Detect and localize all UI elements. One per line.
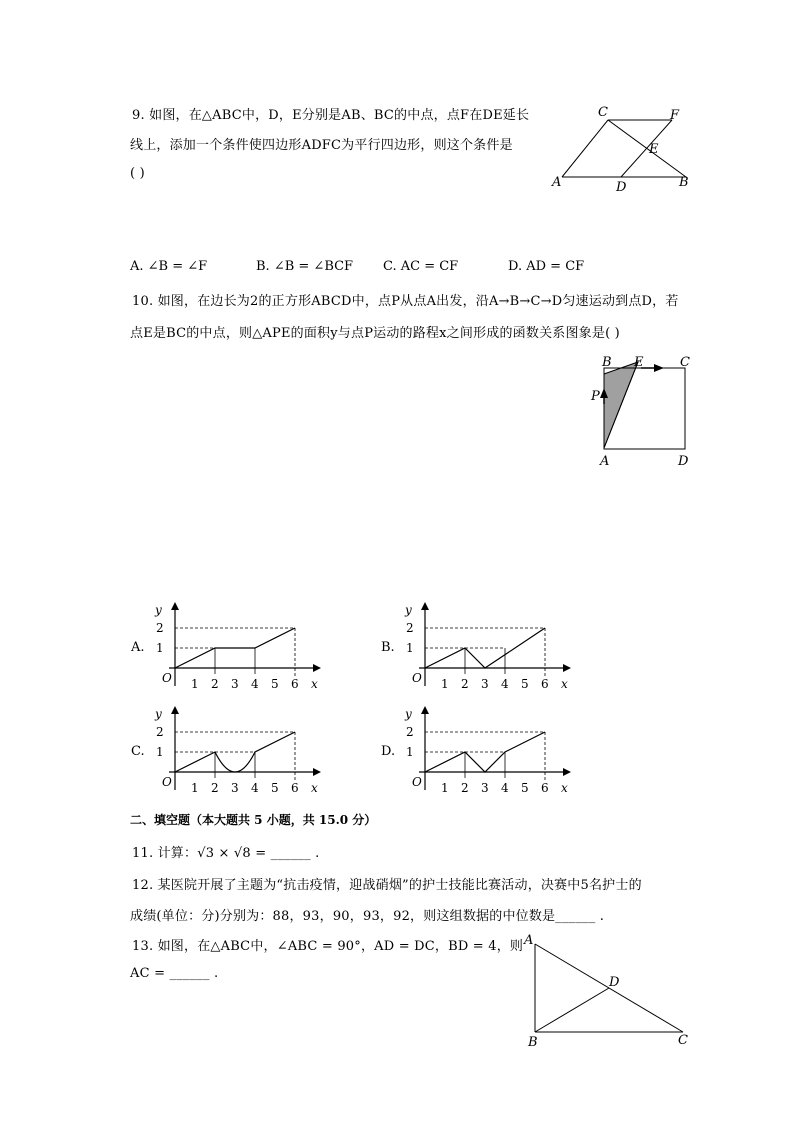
x-axis-label: x [561,781,568,795]
y-tick-1: 1 [406,745,414,759]
x-tick-5: 5 [521,781,529,795]
q10-graph-d [398,704,578,796]
x-axis-arrow [313,664,321,672]
y-axis-arrow [171,706,179,714]
q9-option-c: C. AC = CF [383,259,459,274]
x-tick-2: 2 [211,781,219,795]
y-tick-1: 1 [156,641,164,655]
q9-label-a: A [552,175,562,190]
q13-label-b: B [528,1035,538,1050]
q9-line3: ( ) [130,166,145,181]
y-tick-2: 2 [156,725,164,739]
x-tick-3: 3 [481,781,489,795]
q12-line2: 成绩(单位：分)分别为：88，93，90，93，92，则这组数据的中位数是______ . [130,909,605,924]
q10-line1: 10. 如图，在边长为2的正方形ABCD中，点P从点A出发，沿A→B→C→D匀速运动到点D，若 [132,294,679,309]
x-axis-label: x [311,781,318,795]
q13-figure [518,932,698,1050]
x-tick-1: 1 [191,677,199,691]
origin-label: O [162,671,172,685]
x-axis-arrow [563,664,571,672]
q9-label-c: C [598,105,608,120]
q9-option-a: A. ∠B = ∠F [130,259,208,274]
y-tick-2: 2 [406,621,414,635]
x-tick-3: 3 [231,677,239,691]
y-axis-arrow [171,602,179,610]
q10-label-d: D [678,454,689,469]
q10-graph-d-letter: D. [381,744,396,759]
q9-label-e: E [649,142,659,157]
x-tick-3: 3 [231,781,239,795]
x-tick-1: 1 [441,781,449,795]
origin-label: O [162,775,172,789]
q9-label-d: D [616,180,627,194]
x-tick-2: 2 [461,677,469,691]
y-tick-2: 2 [406,725,414,739]
q10-graph-c-letter: C. [131,744,145,759]
y-tick-1: 1 [156,745,164,759]
q9-figure [548,102,698,194]
q10-label-c: C [680,355,690,370]
y-tick-2: 2 [156,621,164,635]
x-tick-3: 3 [481,677,489,691]
q10-label-p: P [591,389,600,404]
x-tick-4: 4 [251,677,259,691]
q10-label-a: A [600,454,610,469]
q13-label-d: D [609,975,620,990]
y-axis-label: y [405,603,412,617]
q9-line1: 9. 如图，在△ABC中，D，E分别是AB、BC的中点，点F在DE延长 [132,108,530,123]
x-axis-label: x [311,677,318,691]
q10-line2: 点E是BC的中点，则△APE的面积y与点P运动的路程x之间形成的函数关系图象是( ) [130,326,620,341]
origin-label: O [412,775,422,789]
x-tick-4: 4 [501,781,509,795]
q13-label-c: C [678,1033,688,1048]
q11-text: 11. 计算：√3 × √8 = ______ . [132,846,320,861]
q10-square-figure [586,352,696,472]
y-axis-label: y [155,707,162,721]
x-tick-1: 1 [441,677,449,691]
q9-label-b: B [679,175,689,190]
x-tick-5: 5 [271,677,279,691]
origin-label: O [412,671,422,685]
section-2-heading: 二、填空题（本大题共 5 小题，共 15.0 分） [130,813,377,827]
q10-graph-a-letter: A. [131,640,145,655]
x-tick-6: 6 [291,677,299,691]
y-axis-label: y [155,603,162,617]
q13-line2: AC = ______ . [130,966,219,981]
x-tick-4: 4 [501,677,509,691]
x-tick-6: 6 [291,781,299,795]
q9-option-b: B. ∠B = ∠BCF [256,259,354,274]
q9-line2: 线上，添加一个条件使四边形ADFC为平行四边形，则这个条件是 [130,138,513,153]
q9-option-d: D. AD = CF [508,259,585,274]
q10-graph-a [148,600,328,692]
q10-label-b: B [602,355,612,370]
x-tick-5: 5 [521,677,529,691]
x-tick-5: 5 [271,781,279,795]
q13-line1: 13. 如图，在△ABC中，∠ABC = 90°，AD = DC，BD = 4，则 [132,939,524,954]
q10-graph-c [148,704,328,796]
q13-label-a: A [524,933,534,948]
x-axis-arrow [563,768,571,776]
q10-graph-b-letter: B. [381,640,395,655]
q10-label-e: E [634,355,644,370]
x-axis-arrow [313,768,321,776]
x-axis-label: x [561,677,568,691]
q10-graph-b [398,600,578,692]
x-tick-2: 2 [461,781,469,795]
x-tick-1: 1 [191,781,199,795]
y-axis-arrow [421,706,429,714]
y-axis-arrow [421,602,429,610]
q9-label-f: F [670,108,680,123]
y-tick-1: 1 [406,641,414,655]
x-tick-2: 2 [211,677,219,691]
x-tick-4: 4 [251,781,259,795]
q12-line1: 12. 某医院开展了主题为“抗击疫情，迎战硝烟”的护士技能比赛活动，决赛中5名护士的 [132,878,642,893]
x-tick-6: 6 [541,677,549,691]
y-axis-label: y [405,707,412,721]
x-tick-6: 6 [541,781,549,795]
